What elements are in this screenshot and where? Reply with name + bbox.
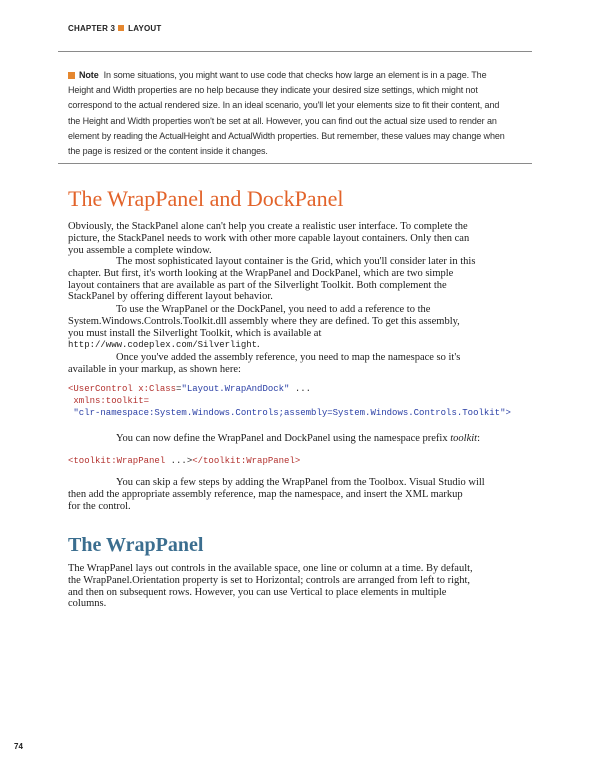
subsection-title: The WrapPanel bbox=[68, 534, 204, 556]
note-box bbox=[68, 68, 526, 159]
chapter-title: LAYOUT bbox=[128, 24, 162, 33]
paragraph bbox=[68, 477, 528, 512]
paragraph-text: You can now define the WrapPanel and DockPanel using the namespace prefix bbox=[116, 433, 451, 444]
paragraph-line: The WrapPanel lays out controls in the available space, one line or column at a time. By default, bbox=[68, 563, 473, 574]
paragraph-line: then add the appropriate assembly reference, map the namespace, and insert the XML markup bbox=[68, 488, 463, 500]
note-line: element by reading the ActualHeight and ActualWidth properties. But remember, these values may change when bbox=[68, 130, 505, 141]
paragraph-line: chapter. But first, it's worth looking at the WrapPanel and DockPanel, which are two simple bbox=[68, 267, 454, 279]
note-bottom-divider bbox=[58, 163, 532, 164]
code-token: <UserControl bbox=[68, 384, 139, 394]
paragraph bbox=[68, 221, 528, 256]
paragraph-line: Obviously, the StackPanel alone can't help you create a realistic user interface. To complete the bbox=[68, 221, 468, 232]
paragraph bbox=[68, 352, 528, 376]
code-token: = bbox=[176, 384, 182, 394]
note-text: In some situations, you might want to use code that checks how large an element is in a page. The bbox=[103, 70, 487, 80]
code-token: <toolkit:WrapPanel bbox=[68, 456, 171, 466]
note-line: Height and Width properties are no help because they indicate your desired size settings, which might not bbox=[68, 85, 478, 96]
paragraph-line bbox=[68, 433, 528, 445]
paragraph bbox=[68, 433, 528, 445]
paragraph-line: for the control. bbox=[68, 500, 131, 512]
paragraph-line: To use the WrapPanel or the DockPanel, you need to add a reference to the bbox=[116, 304, 431, 315]
paragraph-line: System.Windows.Controls.Toolkit.dll assembly where they are defined. To get this assembly, bbox=[68, 315, 460, 327]
note-line: correspond to the actual rendered size. In an ideal scenario, you'll let your elements size to fit their content, and bbox=[68, 100, 500, 111]
code-token: "Layout.WrapAndDock" bbox=[181, 384, 290, 394]
toolkit-url: http://www.codeplex.com/Silverlight bbox=[68, 340, 258, 351]
orange-square-icon bbox=[118, 25, 124, 31]
paragraph-line: you must install the Silverlight Toolkit, which is available at bbox=[68, 327, 322, 339]
paragraph-line: the WrapPanel.Orientation property is set to Horizontal; controls are arranged from left to right, bbox=[68, 574, 471, 586]
paragraph bbox=[68, 256, 528, 303]
code-token: ...> bbox=[170, 456, 193, 466]
paragraph-line: and then on subsequent rows. However, you can use Vertical to place elements in multiple bbox=[68, 586, 447, 598]
paragraph-line: available in your markup, as shown here: bbox=[68, 363, 241, 375]
note-label: Note bbox=[79, 70, 99, 80]
code-token: ... bbox=[289, 384, 312, 394]
paragraph-line: you assemble a complete window. bbox=[68, 244, 212, 256]
colon: : bbox=[477, 433, 480, 444]
code-token: </toolkit:WrapPanel> bbox=[192, 456, 301, 466]
section-title: The WrapPanel and DockPanel bbox=[68, 186, 344, 211]
note-line bbox=[68, 68, 526, 83]
note-line: the Height and Width properties won't be set at all. However, you can find out the actual size used to render an bbox=[68, 115, 497, 126]
period: . bbox=[257, 339, 260, 351]
top-divider bbox=[58, 51, 532, 52]
code-block bbox=[68, 455, 300, 467]
page-number: 74 bbox=[14, 742, 23, 751]
paragraph-line bbox=[68, 339, 528, 352]
paragraph-line: layout containers that are available as part of the Silverlight Toolkit. Both complement the bbox=[68, 279, 447, 291]
running-head bbox=[68, 24, 162, 33]
note-line: the page is resized or the content inside it changes. bbox=[68, 146, 268, 157]
orange-square-icon bbox=[68, 72, 75, 79]
code-token: x:Class bbox=[138, 384, 177, 394]
paragraph-line: columns. bbox=[68, 598, 107, 610]
paragraph-line: picture, the StackPanel needs to work with other more capable layout containers. Only then can bbox=[68, 232, 470, 244]
code-block bbox=[68, 383, 511, 419]
namespace-prefix: toolkit bbox=[450, 433, 478, 444]
paragraph bbox=[68, 563, 528, 610]
chapter-label: CHAPTER 3 bbox=[68, 24, 116, 33]
code-token: "clr-namespace:System.Windows.Controls;assembly=System.Windows.Controls.Toolkit"> bbox=[68, 408, 511, 418]
paragraph-line: You can skip a few steps by adding the WrapPanel from the Toolbox. Visual Studio will bbox=[116, 477, 485, 488]
paragraph-line: StackPanel by offering different layout behavior. bbox=[68, 291, 273, 303]
paragraph-line: The most sophisticated layout container is the Grid, which you'll consider later in this bbox=[116, 256, 476, 267]
paragraph bbox=[68, 304, 528, 352]
code-token: xmlns:toolkit= bbox=[68, 396, 150, 406]
paragraph-line: Once you've added the assembly reference, you need to map the namespace so it's bbox=[116, 352, 461, 363]
